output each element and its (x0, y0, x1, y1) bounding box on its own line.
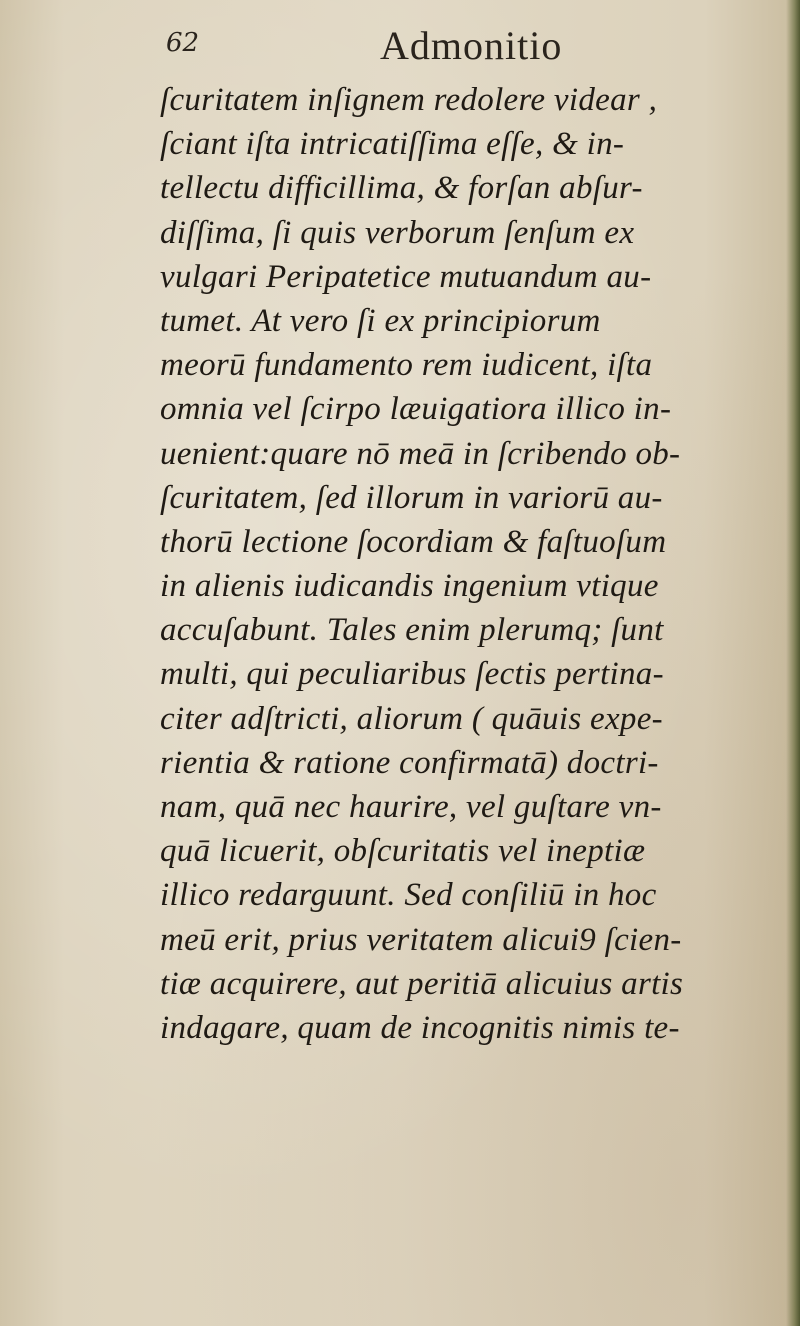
text-line: meorū fundamento rem iudicent, iſta (160, 347, 653, 384)
text-line: ſciant iſta intricatiſſima eſſe, & in- (160, 126, 625, 163)
text-line: ſcuritatem inſignem redolere videar , (160, 82, 658, 118)
text-line: omnia vel ſcirpo læuigatiora illico in- (160, 391, 672, 428)
running-head: Admonitio (380, 23, 563, 68)
text-line: vulgari Peripatetice mutuandum au- (160, 258, 652, 295)
text-line: tellectu difficillima, & forſan abſur- (160, 170, 643, 207)
text-line: tiæ acquirere, aut peritiā alicuius artis (160, 965, 684, 1002)
text-line: illico redarguunt. Sed conſiliū in hoc (160, 877, 657, 914)
page-number: 62 (166, 28, 200, 58)
text-line: quā licuerit, obſcuritatis vel ineptiæ (160, 833, 646, 870)
body-text (160, 78, 780, 1050)
text-line: nam, quā nec haurire, vel guſtare vn- (160, 789, 662, 825)
text-line: in alienis iudicandis ingenium vtique (160, 568, 659, 605)
text-line: citer adſtricti, aliorum ( quāuis expe- (160, 700, 663, 737)
page-header (0, 22, 800, 72)
binding-edge (786, 0, 800, 1326)
text-line: ſcuritatem, ſed illorum in variorū au- (160, 479, 663, 516)
text-line: thorū lectione ſocordiam & faſtuoſum (160, 523, 667, 560)
text-line: rientia & ratione confirmatā) doctri- (160, 744, 659, 781)
text-line: multi, qui peculiaribus ſectis pertina- (160, 656, 664, 693)
text-line: meū erit, prius veritatem alicui9 ſcien- (160, 921, 682, 958)
text-line: uenient:quare nō meā in ſcribendo ob- (160, 435, 681, 472)
text-line: indagare, quam de incognitis nimis te- (160, 1009, 680, 1046)
text-line: diſſima, ſi quis verborum ſenſum ex (160, 214, 635, 251)
text-line: accuſabunt. Tales enim plerumq; ſunt (160, 612, 664, 649)
text-line: tumet. At vero ſi ex principiorum (160, 302, 601, 339)
